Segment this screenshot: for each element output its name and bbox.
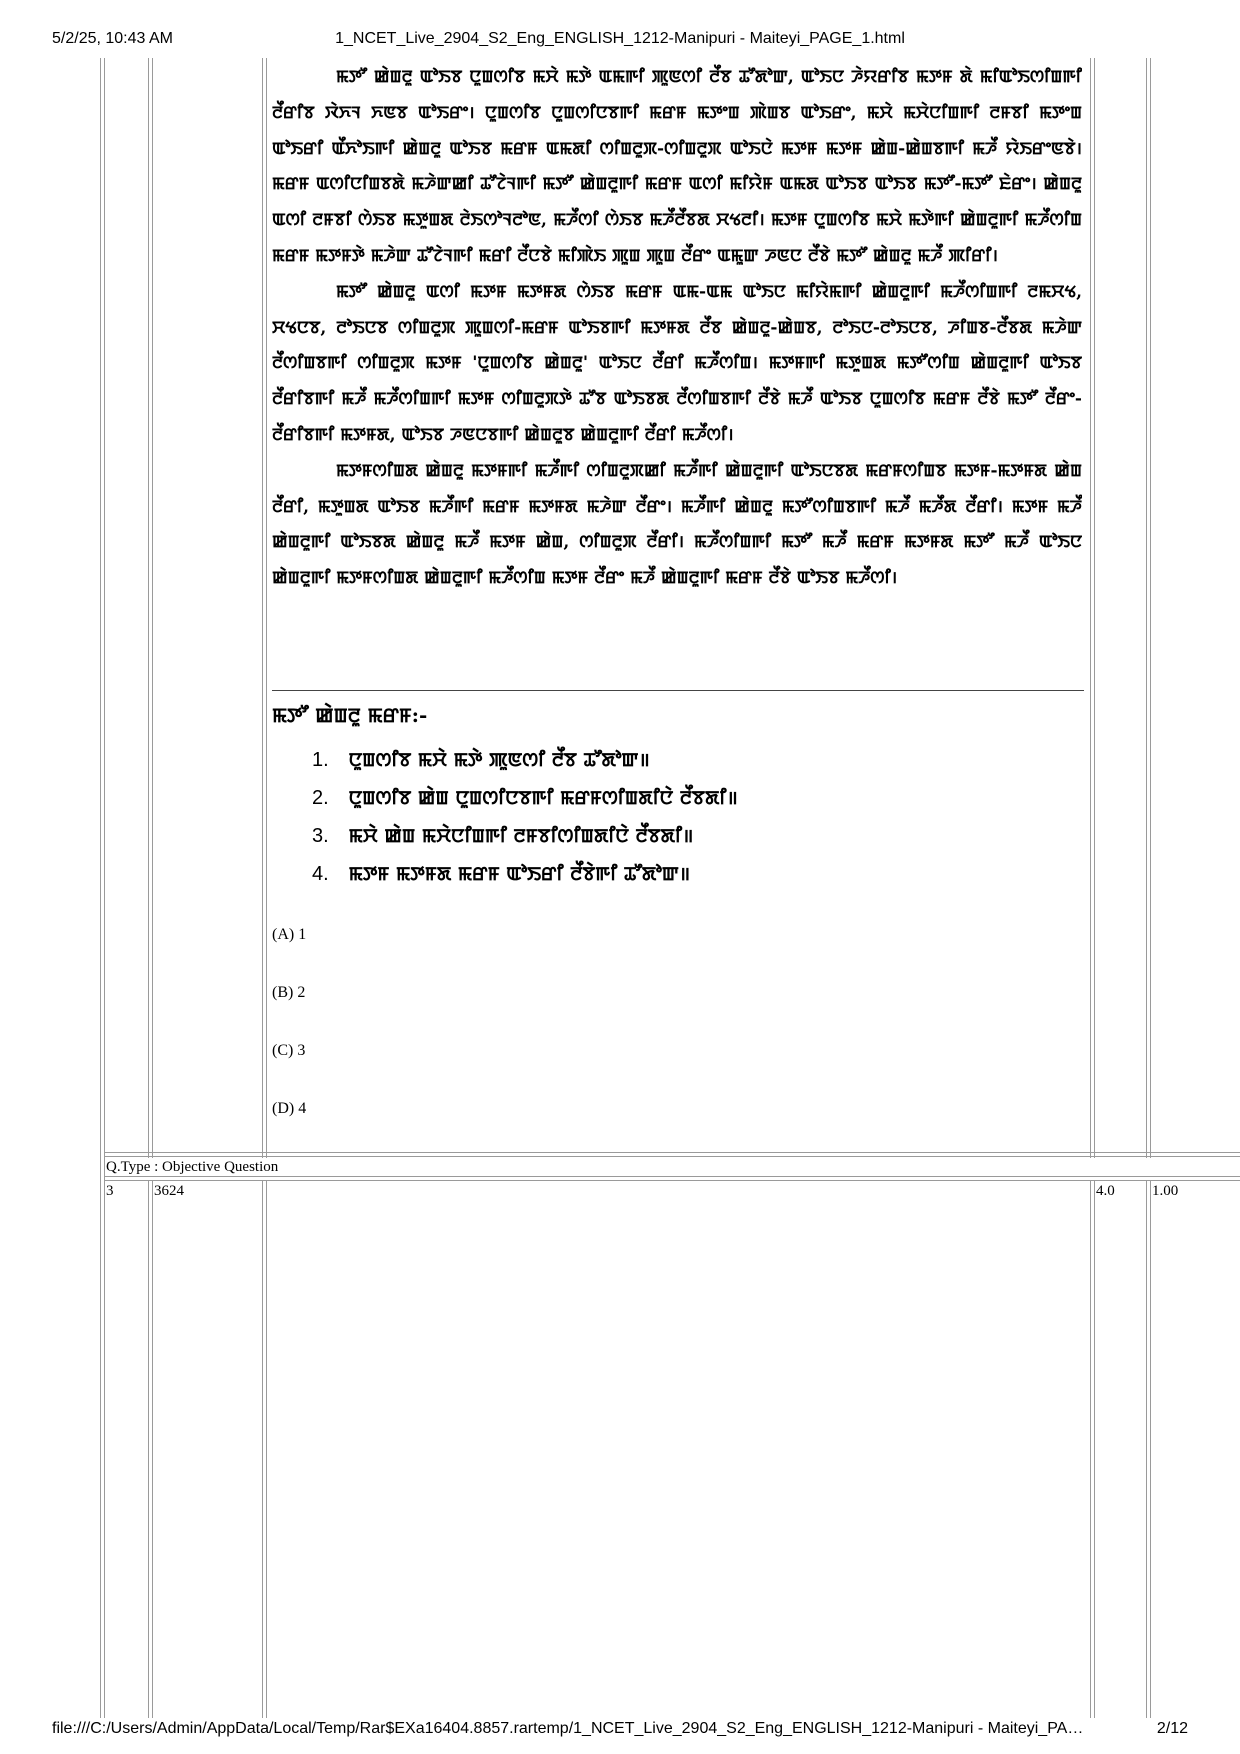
statement-text: ꯃꯇꯝ ꯃꯇꯝꯗ ꯃꯔꯝ ꯑꯣꯏꯔꯤ ꯂꯩꯕꯥꯒꯤ ꯊꯧꯗꯣꯛ॥	[348, 863, 691, 885]
file-path: file:///C:/Users/Admin/AppData/Local/Temp/Rar$EXa16404.8857.rartemp/1_NCET_Live_2904_S2_Eng_ENGLISH_1212-Manipuri - Maiteyi_PA…	[52, 1720, 1084, 1737]
statement-number: 1.	[312, 749, 329, 771]
print-footer	[0, 1720, 1240, 1750]
passage-paragraph-2: ꯃꯇꯧ ꯀꯥꯡꯂꯨ ꯑꯁꯤ ꯃꯇꯝ ꯃꯇꯝꯗ ꯁꯥꯏꯕ ꯃꯔꯝ ꯑꯃ-ꯑꯃ ꯑꯣꯏꯅ ꯃꯤꯌꯥꯃꯒꯤ ꯀꯥꯡꯂꯨꯒꯤ ꯃꯍꯩꯁꯤꯡꯒꯤ ꯂꯃꯆꯠ, ꯆꯠꯅꯕ, ꯂꯣꯏꯅꯕ ꯁꯤꯡꯂꯨꯞ ꯄꯨꯡꯁꯤ-ꯃꯔꯝ ꯑꯣꯏꯕꯒꯤ ꯃꯇꯝꯗ ꯂꯩꯕ ꯀꯥꯡꯂꯨ-ꯀꯥꯡꯕ, ꯂꯣꯏꯅ-ꯂꯣꯏꯅꯕ, ꯍꯤꯡꯕ-ꯂꯩꯕꯗ ꯃꯍꯥꯛ ꯂꯩꯁꯤꯡꯕꯒꯤ ꯁꯤꯡꯂꯨꯞ ꯃꯇꯝ 'ꯅꯨꯡꯁꯤꯕ ꯀꯥꯡꯂꯨ' ꯑꯣꯏꯅ ꯂꯩꯔꯤ ꯃꯍꯩꯁꯤꯡ। ꯃꯇꯝꯒꯤ ꯃꯇꯨꯡꯗ ꯃꯇꯧꯁꯤꯡ ꯀꯥꯡꯂꯨꯒꯤ ꯑꯣꯏꯕ ꯂꯩꯔꯤꯕꯒꯤ ꯃꯍꯩ ꯃꯍꯩꯁꯤꯡꯒꯤ ꯃꯇꯝ ꯁꯤꯡꯂꯨꯞꯇꯥ ꯊꯧꯕ ꯑꯣꯏꯕꯗ ꯂꯩꯁꯤꯡꯕꯒꯤ ꯂꯩꯕꯥ ꯃꯍꯩ ꯑꯣꯏꯕ ꯅꯨꯡꯁꯤꯕ ꯃꯔꯝ ꯂꯩꯕꯥ ꯃꯇꯧ ꯂꯩꯔꯦ-ꯂꯩꯔꯤꯕꯒꯤ ꯃꯇꯝꯗ, ꯑꯣꯏꯕ ꯍꯟꯅꯕꯒꯤ ꯀꯥꯡꯂꯨꯕ ꯀꯥꯡꯂꯨꯒꯤ ꯂꯩꯔꯤ ꯃꯍꯩꯁꯤ।	[272, 281, 1082, 445]
statement-number: 3.	[312, 825, 329, 847]
print-page-title: 1_NCET_Live_2904_S2_Eng_ENGLISH_1212-Manipuri - Maiteyi_PAGE_1.html	[335, 30, 905, 47]
negative-marks-value: 1.00	[1152, 1183, 1179, 1199]
question-id: 3624	[154, 1183, 184, 1199]
option-c: (C) 3	[272, 1042, 306, 1059]
option-d: (D) 4	[272, 1100, 307, 1117]
question-type: Q.Type : Objective Question	[106, 1159, 279, 1175]
row-index: 3	[106, 1183, 114, 1199]
statement-list	[312, 748, 738, 900]
marks-value: 4.0	[1096, 1183, 1115, 1199]
passage-paragraph-1: ꯃꯇꯧ ꯀꯥꯡꯂꯨ ꯑꯣꯏꯕ ꯅꯨꯡꯁꯤꯕ ꯃꯆꯥ ꯃꯇꯥ ꯑꯃꯒꯤ ꯄꯨꯟꯁꯤ ꯂꯩꯕ ꯊꯧꯗꯣꯛ, ꯑꯣꯏꯅ ꯍꯥꯌꯔꯤꯕ ꯃꯇꯝ ꯗꯥ ꯃꯤꯑꯣꯏꯁꯤꯡꯒꯤ ꯂꯩꯔꯤꯕ ꯋꯥꯈꯜ ꯈꯟꯕ ꯑꯣꯏꯔꯦ। ꯅꯨꯡꯁꯤꯕ ꯅꯨꯡꯁꯤꯅꯕꯒꯤ ꯃꯔꯝ ꯃꯇꯦꯡ ꯄꯥꯡꯕ ꯑꯣꯏꯔꯦ, ꯃꯆꯥ ꯃꯆꯥꯅꯤꯡꯒꯤ ꯂꯝꯕꯤ ꯃꯇꯦꯡ ꯑꯣꯏꯔꯤ ꯑꯩꯈꯣꯏꯒꯤ ꯀꯥꯡꯂꯨ ꯑꯣꯏꯕ ꯃꯔꯝ ꯑꯃꯗꯤ ꯁꯤꯡꯂꯨꯞ-ꯁꯤꯡꯂꯨꯞ ꯑꯣꯏꯅꯥ ꯃꯇꯝ ꯃꯇꯝ ꯀꯥꯡ-ꯀꯥꯡꯕꯒꯤ ꯃꯍꯩ ꯌꯥꯏꯔꯦꯟꯕꯥ। ꯃꯔꯝ ꯑꯁꯤꯅꯤꯡꯕꯗꯥ ꯃꯍꯥꯛꯀꯤ ꯊꯧꯖꯥꯜꯒꯤ ꯃꯇꯧ ꯀꯥꯡꯂꯨꯒꯤ ꯃꯔꯝ ꯑꯁꯤ ꯃꯤꯌꯥꯝ ꯑꯃꯗ ꯑꯣꯏꯕ ꯑꯣꯏꯕ ꯃꯇꯧ-ꯃꯇꯧ ꯐꯥꯔꯦ। ꯀꯥꯡꯂꯨ ꯑꯁꯤ ꯂꯝꯕꯤ ꯁꯥꯏꯕ ꯃꯇꯨꯡꯗ ꯂꯥꯏꯁꯣꯜꯂꯣꯟ, ꯃꯍꯩꯁꯤ ꯁꯥꯏꯕ ꯃꯍꯩꯂꯩꯕꯗ ꯆꯠꯂꯤ। ꯃꯇꯝ ꯅꯨꯡꯁꯤꯕ ꯃꯆꯥ ꯃꯇꯥꯒꯤ ꯀꯥꯡꯂꯨꯒꯤ ꯃꯍꯩꯁꯤꯡ ꯃꯔꯝ ꯃꯇꯝꯇꯥ ꯃꯍꯥꯛ ꯊꯧꯖꯥꯜꯒꯤ ꯃꯔꯤ ꯂꯩꯅꯕꯥ ꯃꯤꯄꯥꯏ ꯄꯨꯡ ꯄꯨꯡ ꯂꯩꯔꯦ ꯑꯃꯨꯛ ꯍꯟꯅ ꯂꯩꯕꯥ ꯃꯇꯧ ꯀꯥꯡꯂꯨ ꯃꯍꯩ ꯄꯤꯔꯤ।	[272, 67, 1082, 266]
question-heading: ꯃꯇꯧ ꯀꯥꯡꯂꯨ ꯃꯔꯝ:-	[272, 703, 428, 727]
print-datetime: 5/2/25, 10:43 AM	[52, 30, 173, 47]
print-header	[0, 30, 1240, 60]
passage-divider	[272, 690, 1084, 691]
statement-item	[312, 862, 738, 900]
statement-text: ꯃꯆꯥ ꯀꯥꯡ ꯃꯆꯥꯅꯤꯡꯒꯤ ꯂꯝꯕꯤꯁꯤꯡꯗꯤꯅꯥ ꯂꯩꯕꯗꯤ॥	[348, 825, 694, 847]
passage-paragraph-3: ꯃꯇꯝꯁꯤꯡꯗ ꯀꯥꯡꯂꯨ ꯃꯇꯝꯒꯤ ꯃꯍꯩꯒꯤ ꯁꯤꯡꯂꯨꯞꯀꯤ ꯃꯍꯩꯒꯤ ꯀꯥꯡꯂꯨꯒꯤ ꯑꯣꯏꯅꯕꯗ ꯃꯔꯝꯁꯤꯡꯕ ꯃꯇꯝ-ꯃꯇꯝꯗ ꯀꯥꯡ ꯂꯩꯔꯤ, ꯃꯇꯨꯡꯗ ꯑꯣꯏꯕ ꯃꯍꯩꯒꯤ ꯃꯔꯝ ꯃꯇꯝꯗ ꯃꯍꯥꯛ ꯂꯩꯔꯦ। ꯃꯍꯩꯒꯤ ꯀꯥꯡꯂꯨ ꯃꯇꯧꯁꯤꯡꯕꯒꯤ ꯃꯍꯩ ꯃꯍꯩꯗ ꯂꯩꯔꯤ। ꯃꯇꯝ ꯃꯍꯩ ꯀꯥꯡꯂꯨꯒꯤ ꯑꯣꯏꯕꯗ ꯀꯥꯡꯂꯨ ꯃꯍꯩ ꯃꯇꯝ ꯀꯥꯡ, ꯁꯤꯡꯂꯨꯞ ꯂꯩꯔꯤ। ꯃꯍꯩꯁꯤꯡꯒꯤ ꯃꯇꯧ ꯃꯍꯩ ꯃꯔꯝ ꯃꯇꯝꯗ ꯃꯇꯧ ꯃꯍꯩ ꯑꯣꯏꯅ ꯀꯥꯡꯂꯨꯒꯤ ꯃꯇꯝꯁꯤꯡꯗ ꯀꯥꯡꯂꯨꯒꯤ ꯃꯍꯩꯁꯤꯡ ꯃꯇꯝ ꯂꯩꯔꯦ ꯃꯍꯩ ꯀꯥꯡꯂꯨꯒꯤ ꯃꯔꯝ ꯂꯩꯕꯥ ꯑꯣꯏꯕ ꯃꯍꯩꯁꯤ।	[272, 460, 1082, 589]
statement-item	[312, 748, 738, 786]
option-b: (B) 2	[272, 984, 306, 1001]
statement-number: 4.	[312, 863, 329, 885]
statement-item	[312, 824, 738, 862]
statement-text: ꯅꯨꯡꯁꯤꯕ ꯀꯥꯡ ꯅꯨꯡꯁꯤꯅꯕꯒꯤ ꯃꯔꯝꯁꯤꯡꯗꯤꯅꯥ ꯂꯩꯕꯗꯤ॥	[348, 787, 738, 809]
page-number: 2/12	[1156, 1720, 1188, 1737]
statement-item	[312, 786, 738, 824]
statement-text: ꯅꯨꯡꯁꯤꯕ ꯃꯆꯥ ꯃꯇꯥ ꯄꯨꯟꯁꯤ ꯂꯩꯕ ꯊꯧꯗꯣꯛ॥	[348, 749, 650, 771]
option-a: (A) 1	[272, 926, 307, 943]
statement-number: 2.	[312, 787, 329, 809]
passage	[272, 60, 1082, 680]
